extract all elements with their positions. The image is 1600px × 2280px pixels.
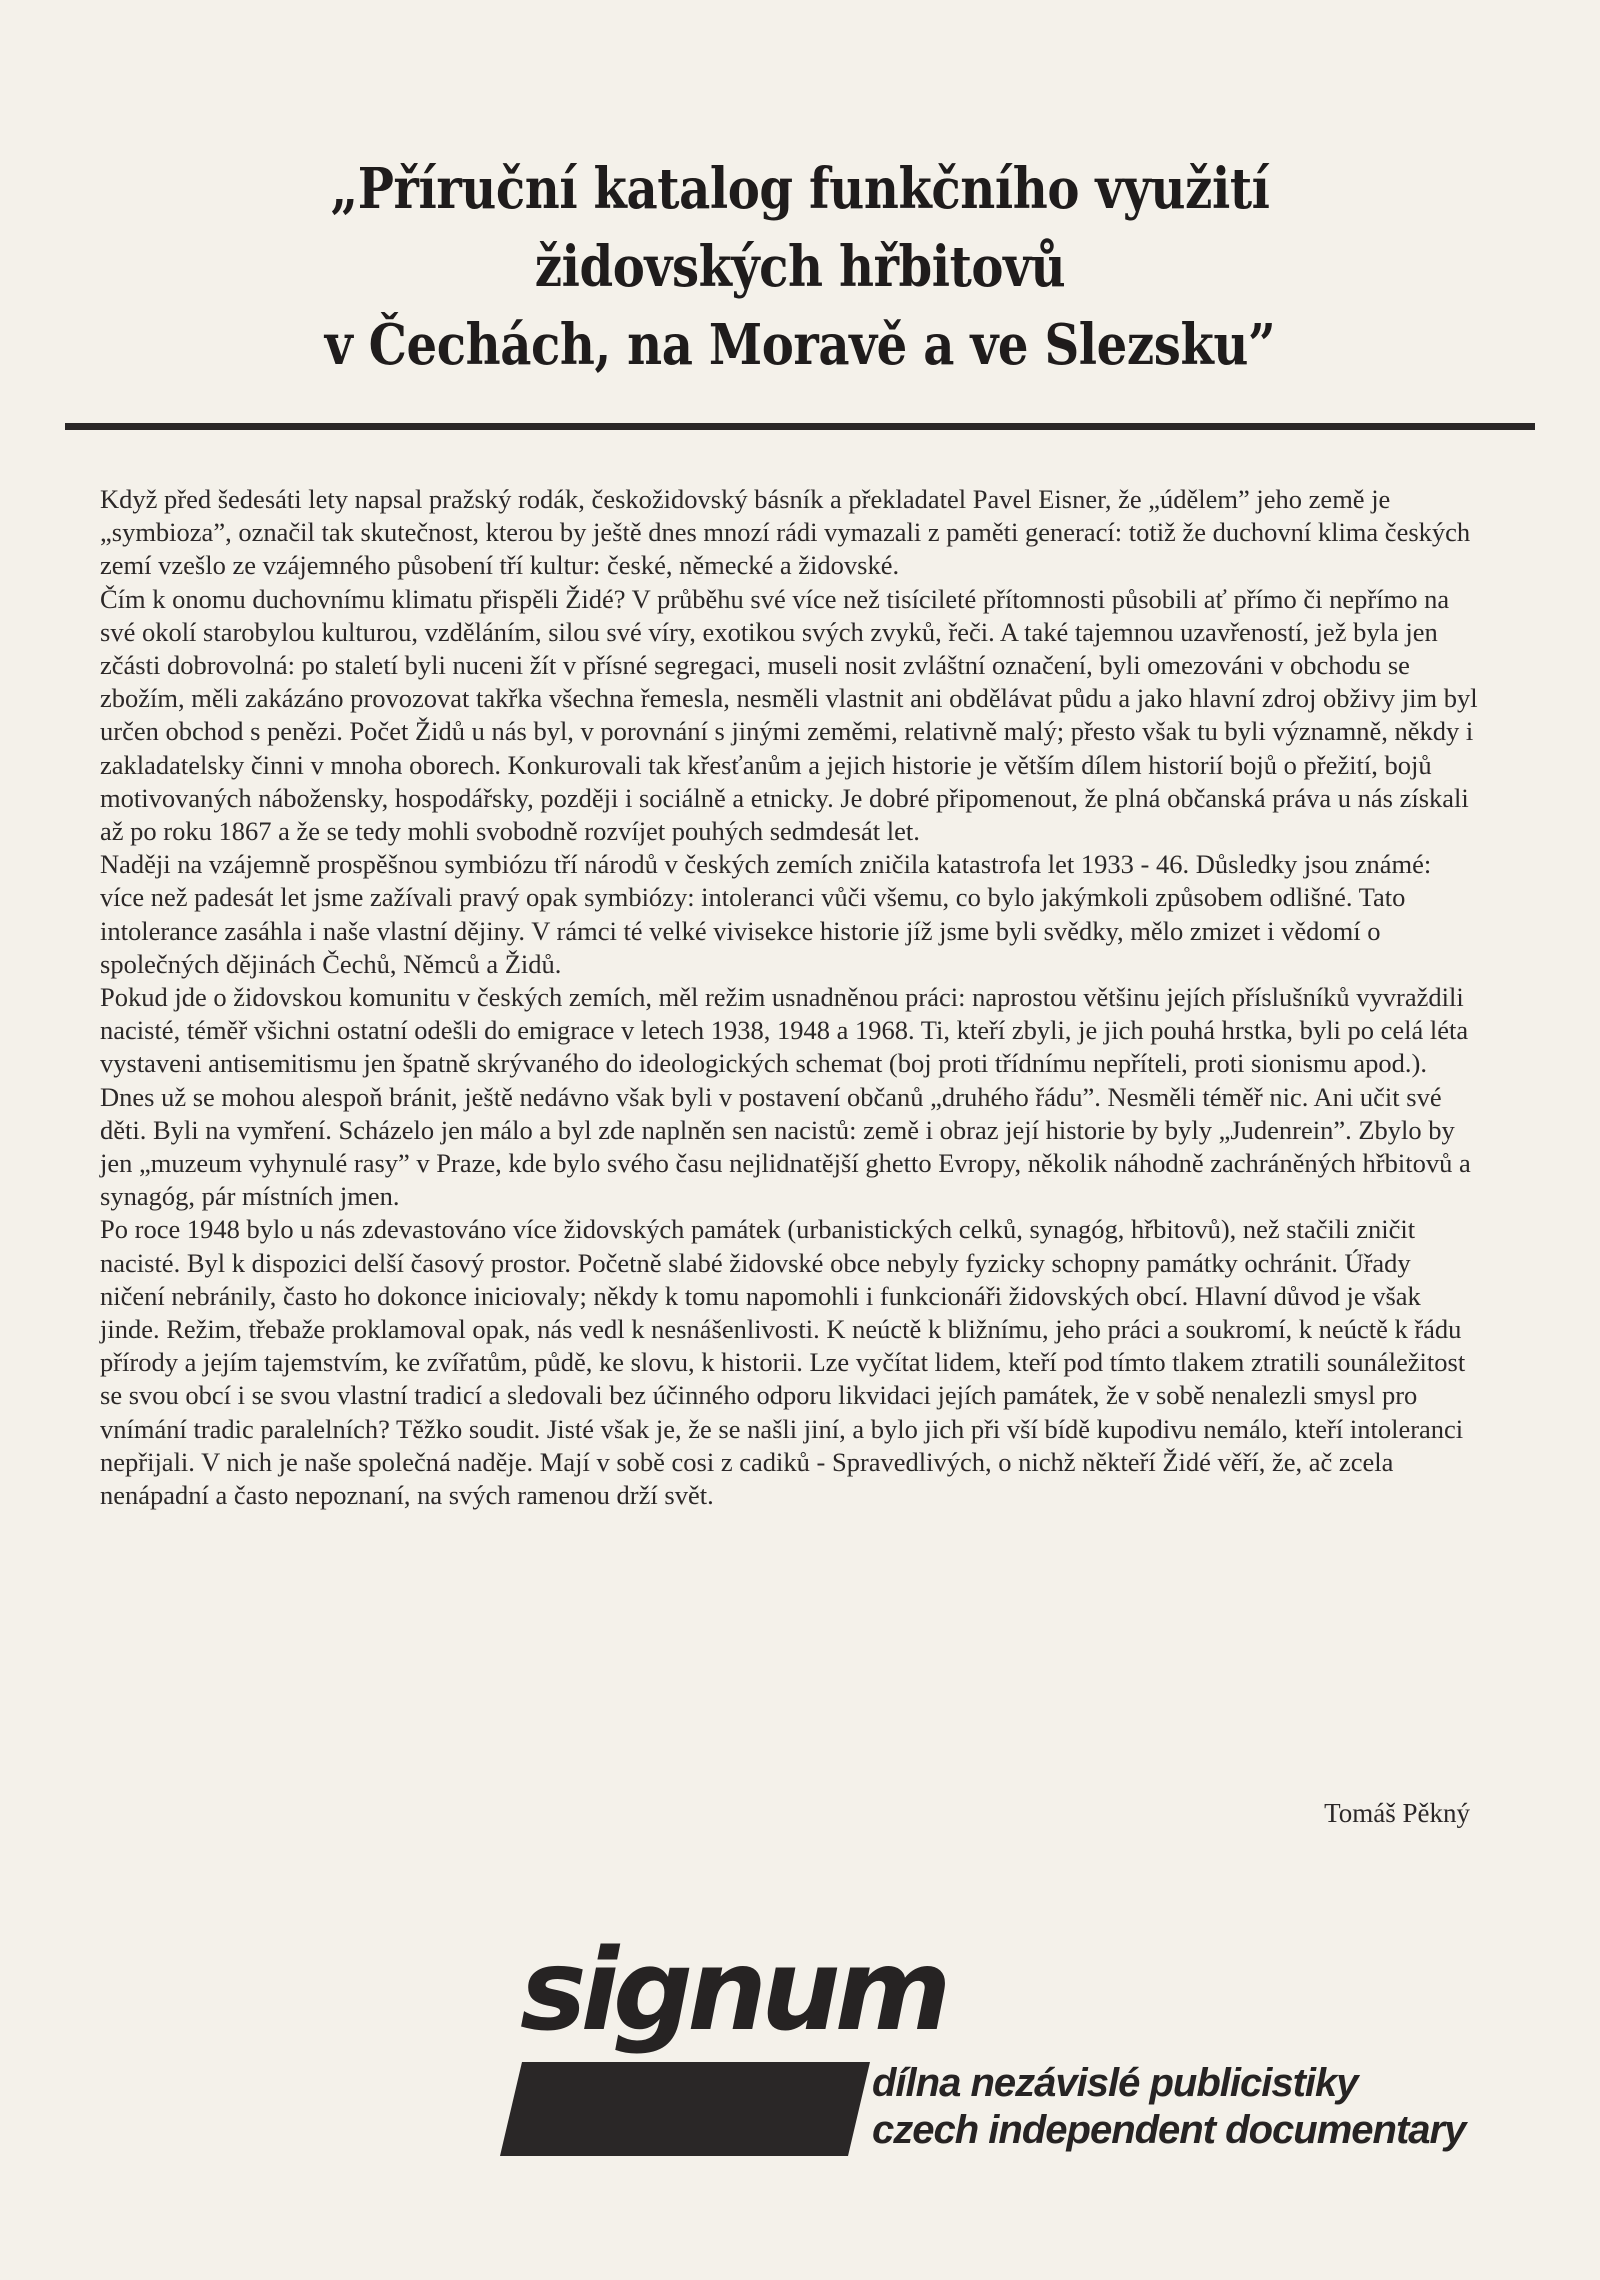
logo-bar [500, 2062, 870, 2156]
paragraph-2: Čím k onomu duchovnímu klimatu přispěli Židé? V průběhu své více než tisícileté přítomnosti působili ať přímo či nepřímo na své okolí starobylou kulturou, vzděláním, silou své víry, exotikou svých zvyků, řeči. A také tajemnou uzavřeností, jež byla jen zčásti dobrovolná: po staletí byli nuceni žít v přísné segregaci, museli nosit zvláštní označení, byli omezováni v obchodu se zbožím, měli zakázáno provozovat takřka všechna řemesla, nesměli vlastnit ani obdělávat půdu a jako hlavní zdroj obživy jim byl určen obchod s penězi. Počet Židů u nás byl, v porovnání s jinými zeměmi, relativně malý; přesto však tu byli významně, někdy i zakladatelsky činni v mnoha oborech. Konkurovali tak křesťanům a jejich historie je větším dílem historií bojů o přežití, bojů motivovaných nábožensky, hospodářsky, později i sociálně a etnicky. Je dobré připomenout, že plná občanská práva u nás získali až po roku 1867 a že se tedy mohli svobodně rozvíjet pouhých sedmdesát let. [100, 583, 1478, 847]
paragraph-3: Naději na vzájemně prospěšnou symbiózu tří národů v českých zemích zničila katastrofa let 1933 - 46. Důsledky jsou známé: více než padesát let jsme zažívali pravý opak symbiózy: intoleranci vůči všemu, co bylo jakýmkoli způsobem odlišné. Tato intolerance zasáhla i naše vlastní dějiny. V rámci té velké vivisekce historie jíž jsme byli svědky, mělo zmizet i vědomí o společných dějinách Čechů, Němců a Židů. [100, 849, 1432, 979]
title-divider [65, 423, 1535, 430]
article-body [100, 483, 1480, 1512]
paragraph-5: Po roce 1948 bylo u nás zdevastováno více židovských památek (urbanistických celků, synagóg, hřbitovů), než stačili zničit nacisté. Byl k dispozici delší časový prostor. Početně slabé židovské obce nebyly fyzicky schopny památky ochránit. Úřady ničení nebránily, často ho dokonce iniciovaly; někdy k tomu napomohli i funkcionáři židovských obcí. Hlavní důvod je však jinde. Režim, třebaže proklamoval opak, nás vedl k nesnášenlivosti. K neúctě k bližnímu, jeho práci a soukromí, k neúctě k řádu přírody a jejím tajemstvím, ke zvířatům, půdě, ke slovu, k historii. Lze vyčítat lidem, kteří pod tímto tlakem ztratili sounáležitost se svou obcí i se svou vlastní tradicí a sledovali bez účinného odporu likvidaci jejích památek, že v sobě nenalezli smysl pro vnímání tradic paralelních? Těžko soudit. Jisté však je, že se našli jiní, a bylo jich při vší bídě kupodivu nemálo, kteří intoleranci nepřijali. V nich je naše společná naděje. Mají v sobě cosi z cadiků - Spravedlivých, o nichž někteří Židé věří, že, ač zcela nenápadní a často nepoznaní, na svých ramenou drží svět. [100, 1214, 1466, 1511]
paragraph-1: Když před šedesáti lety napsal pražský rodák, českožidovský básník a překladatel Pavel Eisner, že „údělem” jeho země je „symbioza”, označil tak skutečnost, kterou by ještě dnes mnozí rádi vymazali z paměti generací: totiž že duchovní klima českých zemí vzešlo ze vzájemného působení tří kultur: české, německé a židovské. [100, 484, 1471, 581]
title-line-3: v Čechách, na Moravě a ve Slezsku” [324, 312, 1276, 378]
logo-tagline-en: czech independent documentary [872, 2108, 1466, 2152]
paragraph-4: Pokud jde o židovskou komunitu v českých zemích, měl režim usnadněnou práci: naprostou většinu jejích příslušníků vyvraždili nacisté, téměř všichni ostatní odešli do emigrace v letech 1938, 1948 a 1968. Ti, kteří zbyli, je jich pouhá hrstka, byli po celá léta vystaveni antisemitismu jen špatně skrývaného do ideologických schemat (boj proti třídnímu nepříteli, proti sionismu apod.). Dnes už se mohou alespoň bránit, ještě nedávno však byli v postavení občanů „druhého řádu”. Nesměli téměř nic. Ani učit své děti. Byli na vymření. Scházelo jen málo a byl zde naplněn sen nacistů: země i obraz její historie by byly „Judenrein”. Zbylo by jen „muzeum vyhynulé rasy” v Praze, kde bylo svého času nejlidnatější ghetto Evropy, několik náhodně zachráněných hřbitovů a synagóg, pár místních jmen. [100, 982, 1471, 1212]
logo-wordmark: signum [520, 1926, 946, 2056]
logo-tagline-cz: dílna nezávislé publicistiky [872, 2061, 1358, 2105]
logo-tagline [872, 2060, 1465, 2154]
title-line-1: „Příruční katalog funkčního využití [330, 156, 1270, 222]
author-signature: Tomáš Pěkný [1324, 1798, 1470, 1828]
title-line-2: židovských hřbitovů [534, 234, 1066, 300]
document-title [250, 150, 1351, 384]
publisher-logo [500, 1926, 1500, 2155]
